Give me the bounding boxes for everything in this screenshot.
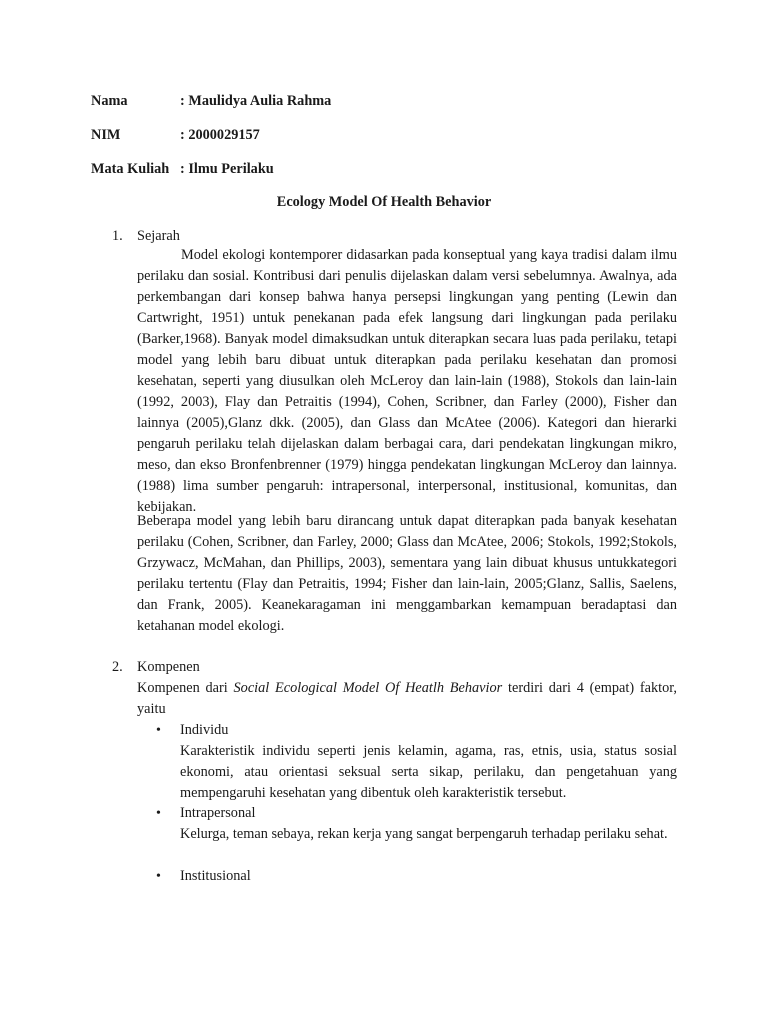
nim-label: NIM <box>91 127 121 143</box>
section-heading: Sejarah <box>137 228 180 244</box>
section-paragraph: Beberapa model yang lebih baru dirancang untuk dapat diterapkan pada banyak kesehatan perilaku (Cohen, Scribner, dan Farley, 2000; Glass dan McAtee, 2006; Stokols, 1992;Stokols, Grzywacz, McMahan, dan Phillips, 2003), sementara yang lain dibuat khusus untukkategori perilaku tertentu (Flay dan Petraitis, 1994; Fisher dan lain-lain, 2005;Glanz, Sallis, Saelens, dan Frank, 2005). Keanekaragaman ini menggambarkan kemampuan beradaptasi dan ketahanan model ekologi. <box>137 513 677 634</box>
section-intro <box>137 678 677 720</box>
bullet-title: Institusional <box>180 868 251 884</box>
section-heading: Kompenen <box>137 659 200 675</box>
bullet-icon: • <box>156 869 161 884</box>
course-value: : Ilmu Perilaku <box>180 161 274 177</box>
bullet-body: Kelurga, teman sebaya, rekan kerja yang sangat berpengaruh terhadap perilaku sehat. <box>180 826 668 842</box>
nim-value: : 2000029157 <box>180 127 260 143</box>
course-label: Mata Kuliah <box>91 161 170 177</box>
bullet-icon: • <box>156 806 161 821</box>
name-label: Nama <box>91 93 128 109</box>
bullet-title: Intrapersonal <box>180 805 256 821</box>
name-value: : Maulidya Aulia Rahma <box>180 93 332 109</box>
section-paragraph: Model ekologi kontemporer didasarkan pada konseptual yang kaya tradisi dalam ilmu perilaku dan sosial. Kontribusi dari penulis dijelaskan dalam versi sebelumnya. Awalnya, ada perkembangan dari konsep bahwa hanya persepsi lingkungan yang penting (Lewin dan Cartwright, 1951) untuk penekanan pada efek langsung dari lingkungan pada perilaku (Barker,1968). Banyak model dimaksudkan untuk diterapkan secara luas pada perilaku, tetapi model yang lebih baru dibuat untuk diterapkan pada perilaku kesehatan dan promosi kesehatan, seperti yang diusulkan oleh McLeroy dan lain-lain (1988), Stokols dan lain-lain (1992, 2003), Flay dan Petraitis (1994), Cohen, Scribner, dan Farley (2000), Fisher dan lainnya (2005),Glanz dkk. (2005), dan Glass dan McAtee (2006). Kategori dan hierarki pengaruh perilaku telah dijelaskan dalam berbagai cara, dari pendekatan lingkungan mikro, meso, dan ekso Bronfenbrenner (1979) hingga pendekatan lingkungan McLeroy dan lainnya.(1988) lima sumber pengaruh: intrapersonal, interpersonal, institusional, komunitas, dan kebijakan. <box>137 247 677 515</box>
intro-model-name: Social Ecological Model Of Heatlh Behavior <box>233 680 503 696</box>
section-number: 2. <box>112 659 123 675</box>
intro-text: terdiri dari 4 (empat) faktor, yaitu <box>137 680 677 717</box>
section-number: 1. <box>112 228 123 244</box>
bullet-body: Karakteristik individu seperti jenis kelamin, agama, ras, etnis, usia, status sosial ekonomi, atau orientasi seksual serta sikap, perilaku, dan pengetahuan yang mempengaruhi kesehatan yang dibentuk oleh karakteristik tersebut. <box>180 743 677 801</box>
bullet-title: Individu <box>180 722 229 738</box>
document-title: Ecology Model Of Health Behavior <box>276 194 492 210</box>
bullet-icon: • <box>156 723 161 738</box>
intro-text: Kompenen dari <box>137 680 234 696</box>
